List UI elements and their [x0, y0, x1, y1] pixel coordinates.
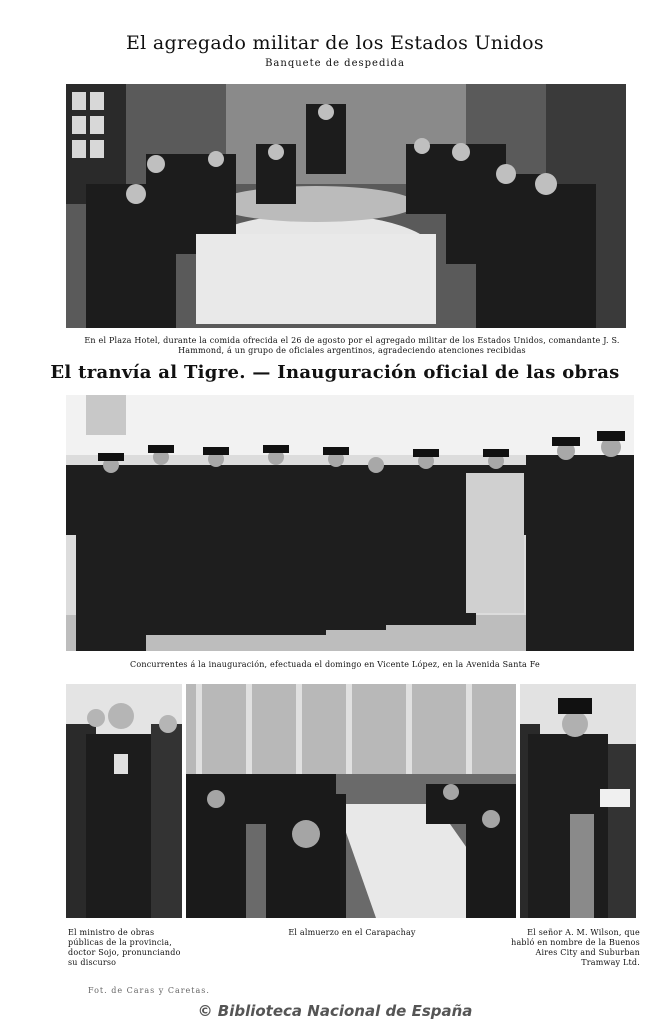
article-title-tigre-tramway: El tranvía al Tigre. — Inauguración oficial de las obras	[50, 362, 620, 383]
photo-inauguration-crowd	[66, 395, 634, 651]
photo-lunch-caption: El almuerzo en el Carapachay	[288, 928, 416, 937]
photo-banquet-caption: En el Plaza Hotel, durante la comida ofrecida el 26 de agosto por el agregado militar de los Estados Unidos, comandante J. S. Hammond, á un grupo de oficiales argentinos, agradeciendo atenciones recibidas	[84, 336, 620, 355]
photo-minister-speech	[66, 684, 182, 918]
copyright-notice: © Biblioteca Nacional de España	[197, 1002, 473, 1020]
photo-wilson-caption: El señor A. M. Wilson, que habló en nombre de la Buenos Aires City and Suburban Tramway Ltd.	[511, 928, 640, 967]
printer-credit: Fot. de Caras y Caretas.	[88, 986, 210, 995]
photo-minister-caption: El ministro de obras públicas de la provincia, doctor Sojo, pronunciando su discurso	[68, 928, 181, 967]
article-subtitle-banquet: Banquete de despedida	[265, 58, 405, 69]
photo-carapachay-lunch	[186, 684, 516, 918]
photo-inauguration-caption: Concurrentes á la inauguración, efectuada el domingo en Vicente López, en la Avenida Santa Fe	[130, 660, 540, 669]
photo-banquet	[66, 84, 626, 328]
photo-wilson	[520, 684, 636, 918]
article-title-military-attache: El agregado militar de los Estados Unidos	[126, 32, 544, 54]
